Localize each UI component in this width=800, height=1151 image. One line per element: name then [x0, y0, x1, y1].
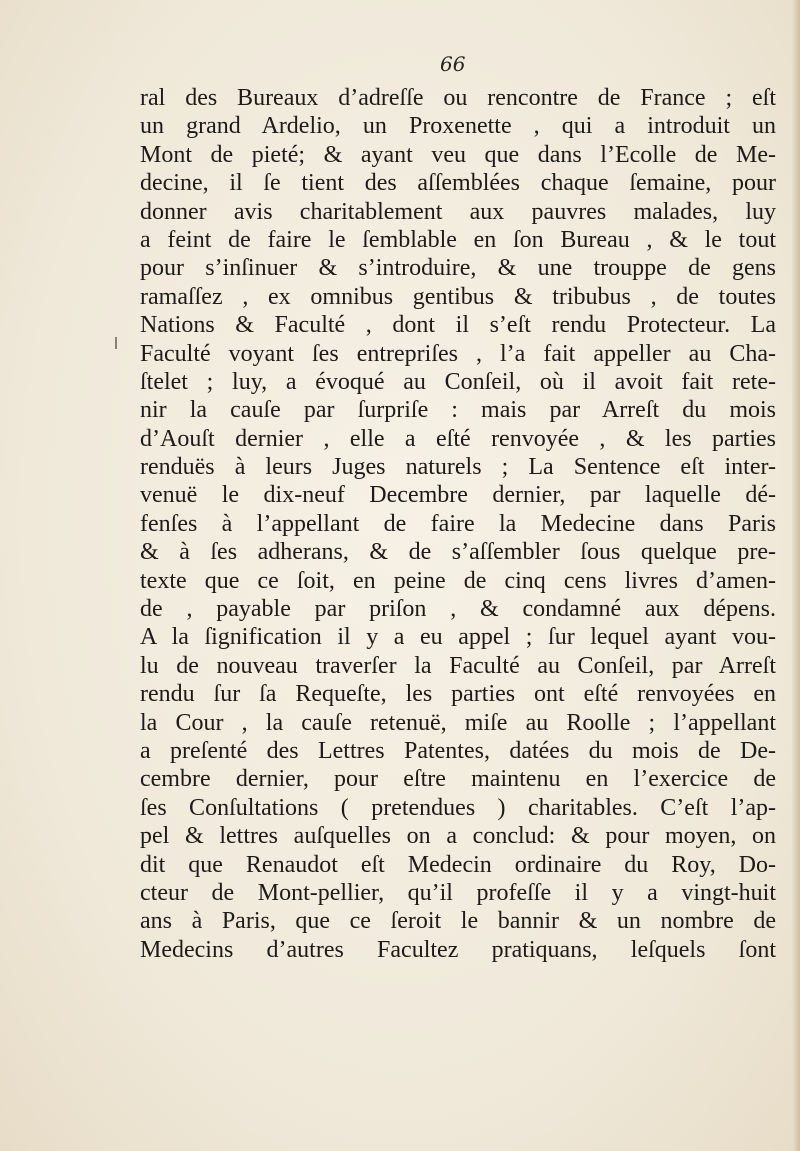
- text-line: ſtelet ; luy, a évoqué au Conſeil, où il avoit fait rete-: [140, 368, 776, 395]
- text-line: cembre dernier, pour eſtre maintenu en l’exercice de: [140, 766, 776, 793]
- text-line: nir la cauſe par ſurpriſe : mais par Arreſt du mois: [140, 397, 776, 424]
- text-line: ſes Conſultations ( pretendues ) charitables. C’eſt l’ap-: [140, 794, 776, 821]
- text-line: cteur de Mont-pellier, qu’il profeſſe il y a vingt-huit: [140, 879, 776, 906]
- text-line: de , payable par priſon , & condamné aux dépens.: [140, 596, 776, 623]
- text-line: a feint de faire le ſemblable en ſon Bureau , & le tout: [140, 226, 776, 253]
- text-line: venuë le dix-neuf Decembre dernier, par laquelle dé-: [140, 482, 776, 509]
- text-line: Mont de pieté; & ayant veu que dans l’Ecolle de Me-: [140, 141, 776, 168]
- text-line: ramaſſez , ex omnibus gentibus & tribubus , de toutes: [140, 283, 776, 310]
- text-line: ans à Paris, que ce ſeroit le bannir & un nombre de: [140, 908, 776, 935]
- text-line: & à ſes adherans, & de s’aſſembler ſous quelque pre-: [140, 539, 776, 566]
- text-line: renduës à leurs Juges naturels ; La Sentence eſt inter-: [140, 454, 776, 481]
- body-text: [140, 84, 780, 964]
- text-line: pel & lettres auſquelles on a conclud: & pour moyen, on: [140, 823, 776, 850]
- text-line: Faculté voyant ſes entrepriſes , l’a fait appeller au Cha-: [140, 340, 776, 367]
- text-line: fenſes à l’appellant de faire la Medecine dans Paris: [140, 510, 776, 537]
- text-line: lu de nouveau traverſer la Faculté au Conſeil, par Arreſt: [140, 652, 776, 679]
- text-line: ral des Bureaux d’adreſſe ou rencontre de France ; eſt: [140, 85, 776, 111]
- text-line: donner avis charitablement aux pauvres malades, luy: [140, 198, 776, 225]
- text-line: dit que Renaudot eſt Medecin ordinaire du Roy, Do-: [140, 851, 776, 878]
- margin-mark: [115, 337, 117, 349]
- text-line: A la ſignification il y a eu appel ; ſur lequel ayant vou-: [140, 624, 776, 651]
- page-number: 66: [440, 52, 466, 76]
- text-line: Nations & Faculté , dont il s’eſt rendu Protecteur. La: [140, 312, 776, 339]
- text-line: rendu ſur ſa Requeſte, les parties ont eſté renvoyées en: [140, 681, 776, 708]
- text-line: d’Aouſt dernier , elle a eſté renvoyée , & les parties: [140, 425, 776, 452]
- text-line: la Cour , la cauſe retenuë, miſe au Roolle ; l’appellant: [140, 709, 776, 736]
- text-line: pour s’inſinuer & s’introduire, & une trouppe de gens: [140, 255, 776, 282]
- text-line: decine, il ſe tient des aſſemblées chaque ſemaine, pour: [140, 170, 776, 197]
- page-edge: [792, 0, 800, 1151]
- text-line: Medecins d’autres Facultez pratiquans, leſquels ſont: [140, 936, 776, 963]
- text-line: un grand Ardelio, un Proxenette , qui a introduit un: [140, 113, 776, 140]
- text-line: texte que ce ſoit, en peine de cinq cens livres d’amen-: [140, 567, 776, 594]
- text-line: a preſenté des Lettres Patentes, datées du mois de De-: [140, 737, 776, 764]
